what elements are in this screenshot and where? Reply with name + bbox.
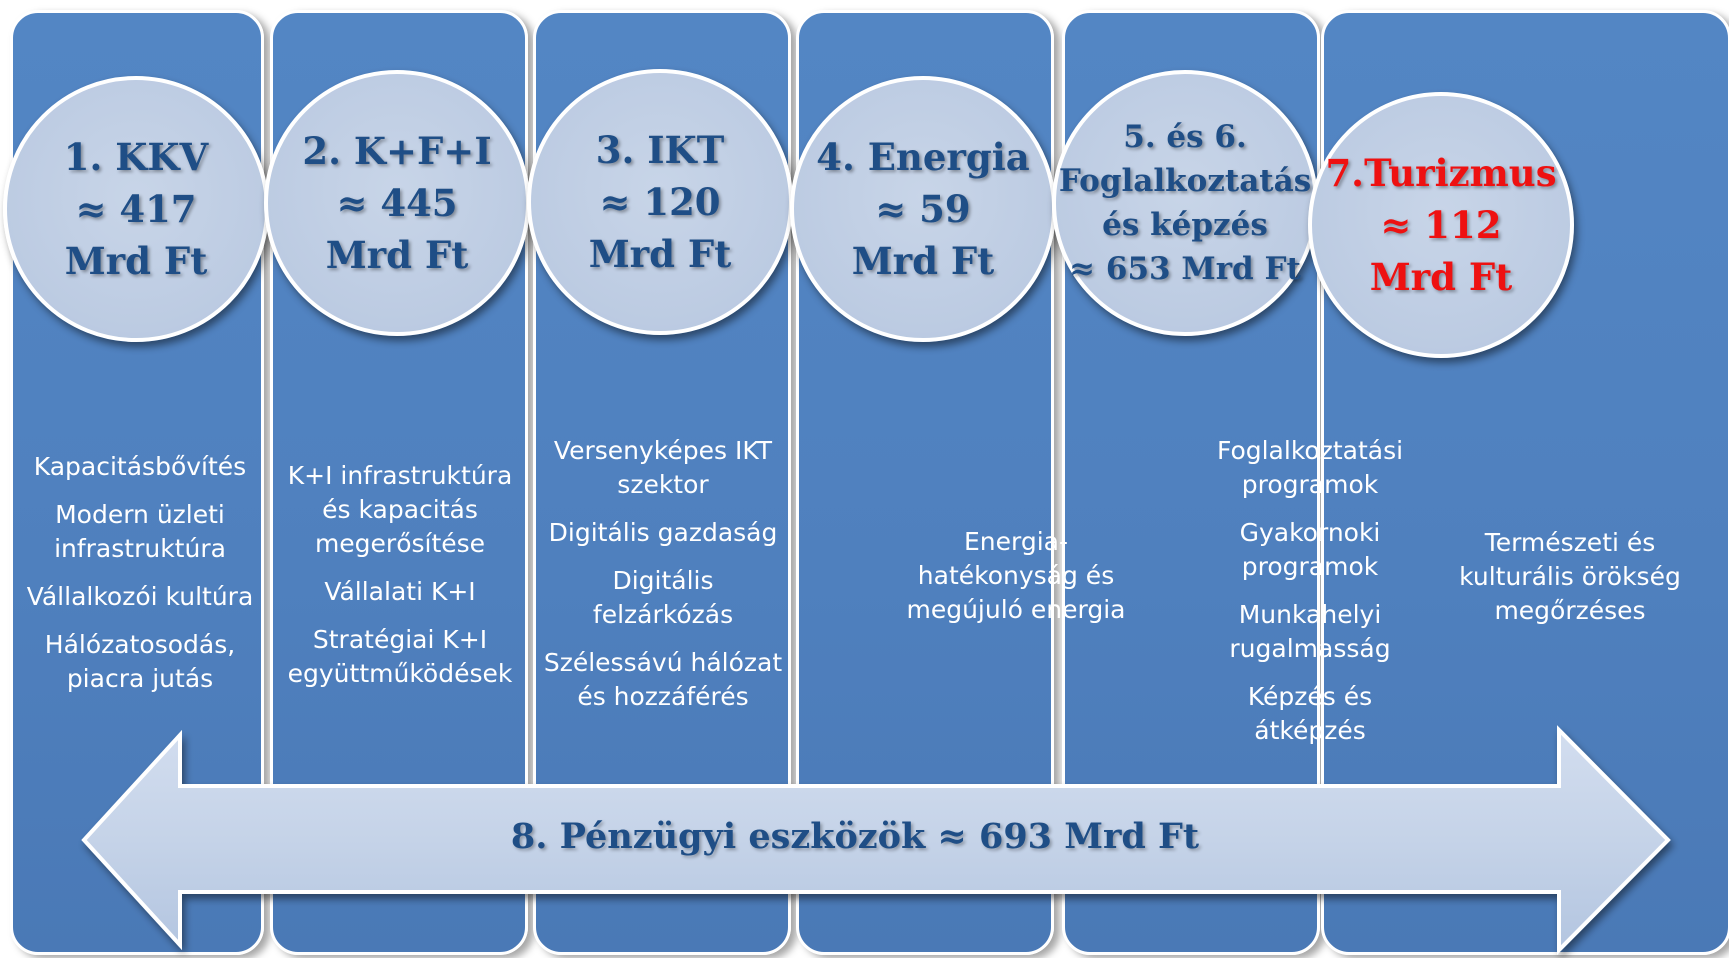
circle-line: 5. és 6. — [1123, 119, 1247, 155]
circle-line: Mrd Ft — [851, 239, 995, 283]
circle-line: 2. K+F+I — [302, 129, 492, 173]
circle-line: ≈ 653 Mrd Ft — [1069, 251, 1301, 287]
desc-item: Digitális felzárkózás — [592, 566, 734, 629]
circle-line: és képzés — [1102, 207, 1268, 243]
desc-item: Képzés és átképzés — [1247, 682, 1373, 745]
desc-item: Hálózatosodás, piacra jutás — [44, 630, 236, 693]
desc-item: Vállalkozói kultúra — [26, 582, 254, 611]
desc-item: Kapacitásbővítés — [33, 452, 247, 481]
desc-item: Versenyképes IKT szektor — [553, 436, 773, 499]
circle-line: 1. KKV — [63, 135, 209, 179]
desc-item: Digitális gazdaság — [548, 518, 778, 547]
circle-line: ≈ 417 — [75, 187, 197, 231]
circle-line: Mrd Ft — [325, 233, 469, 277]
arrow-label: 8. Pénzügyi eszközök ≈ 693 Mrd Ft — [510, 816, 1200, 857]
desc-item: Modern üzleti infrastruktúra — [54, 500, 226, 563]
circle-line: 3. IKT — [595, 128, 725, 172]
desc-item: Természeti és kulturális örökség megőrzéses — [1459, 528, 1681, 625]
desc-item: K+I infrastruktúra és kapacitás megerősítése — [287, 461, 513, 558]
desc-item: Gyakornoki programok — [1239, 518, 1381, 581]
circle-line: ≈ 59 — [875, 187, 971, 231]
circle-line: Mrd Ft — [64, 239, 208, 283]
circle-line: Foglalkoztatás — [1058, 163, 1312, 199]
circle-line: 4. Energia — [816, 135, 1030, 179]
desc-item: Munkahelyi rugalmasság — [1229, 600, 1391, 663]
desc-item: Vállalati K+I — [324, 577, 476, 606]
desc-item: Stratégiai K+I együttműködések — [287, 625, 513, 688]
circle-line: 7.Turizmus — [1325, 151, 1557, 195]
desc-item: Energia-hatékonyság és megújuló energia — [906, 527, 1126, 624]
circle-line: ≈ 120 — [599, 180, 721, 224]
circle-line: Mrd Ft — [1369, 255, 1513, 299]
circle-line: ≈ 445 — [336, 181, 458, 225]
circle-line: ≈ 112 — [1380, 203, 1502, 247]
circle-line: Mrd Ft — [588, 232, 732, 276]
desc-item: Foglalkoztatási programok — [1216, 436, 1404, 499]
desc-item: Szélessávú hálózat és hozzáférés — [543, 648, 783, 711]
